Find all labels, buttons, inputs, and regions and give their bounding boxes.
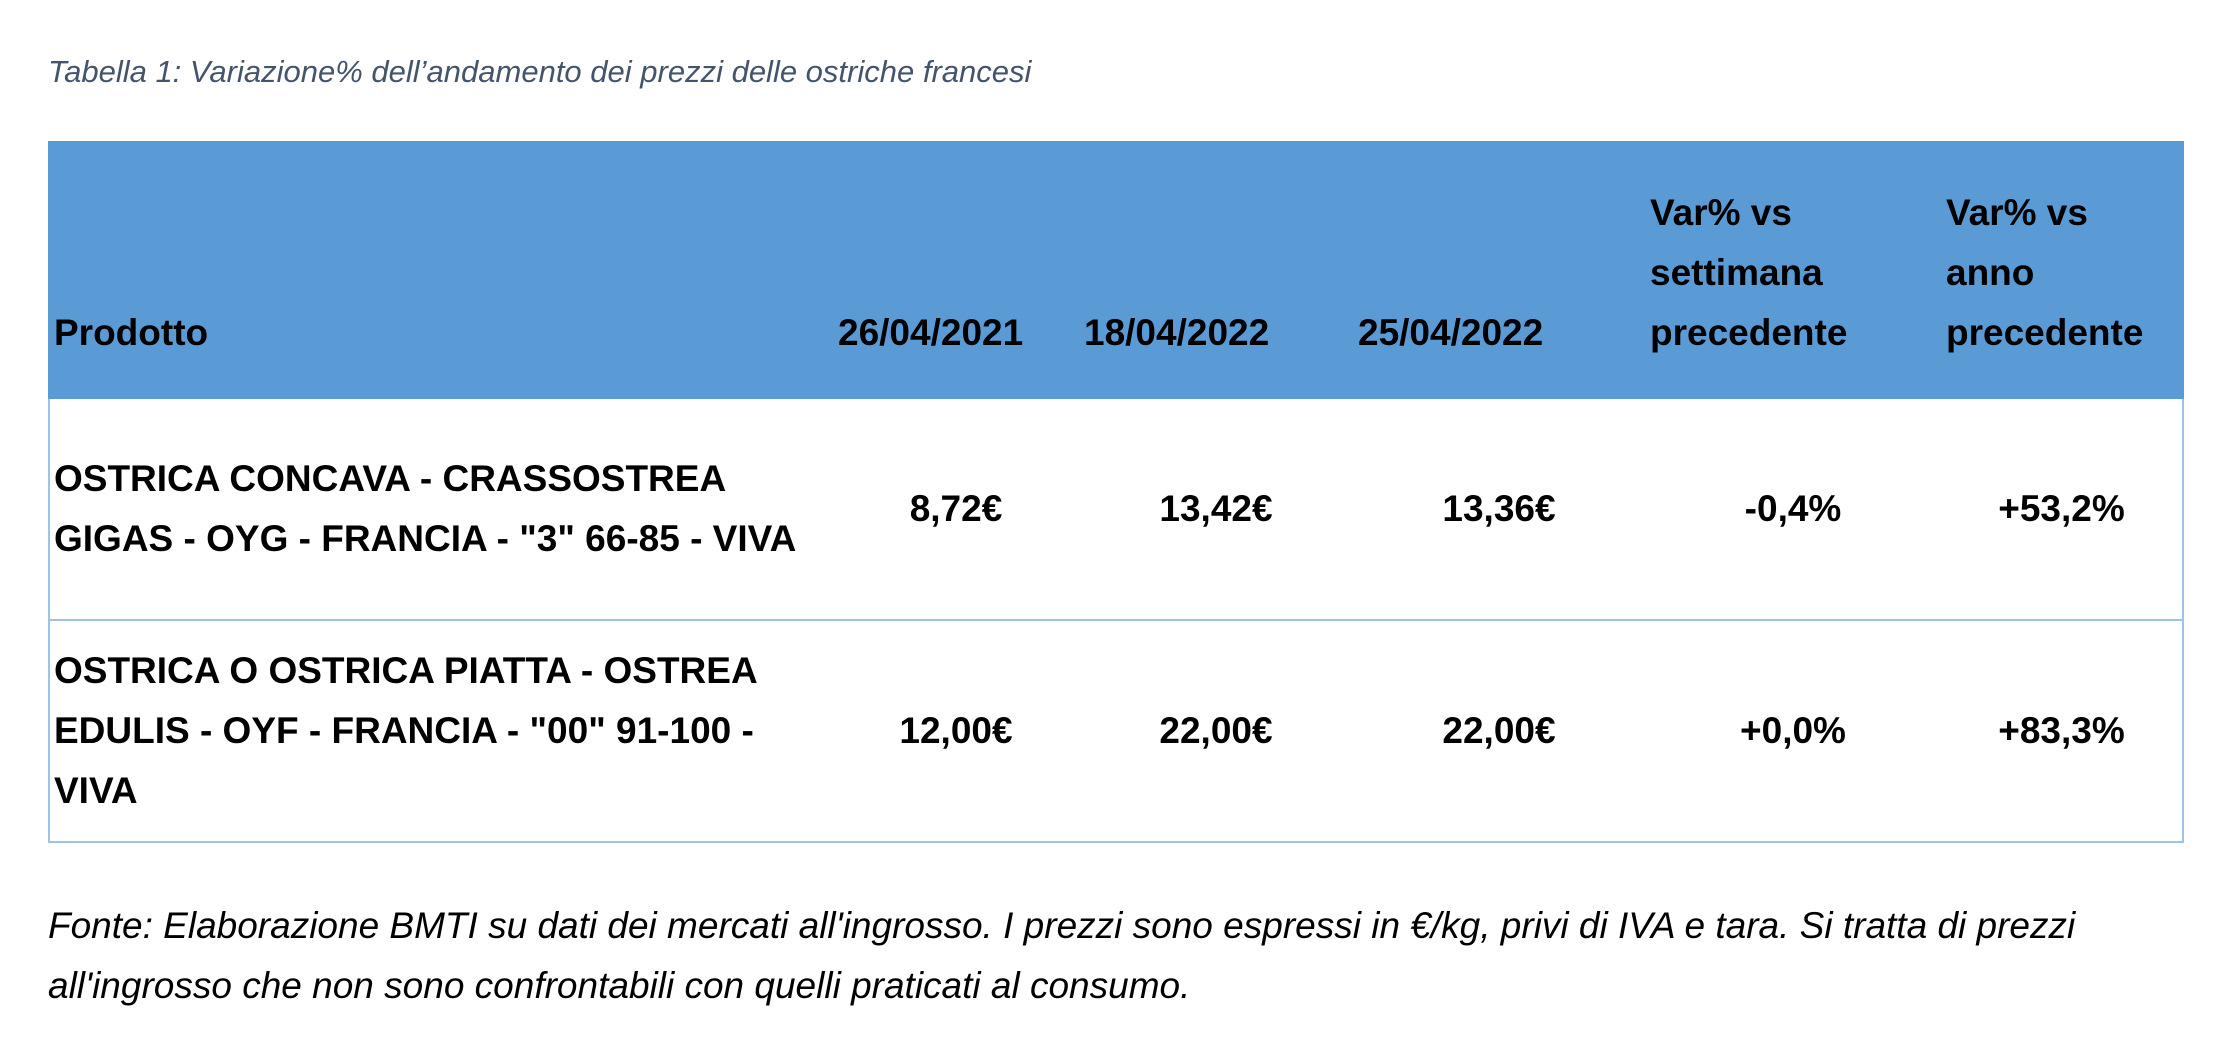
price-2022-25-cell: 13,36€ bbox=[1353, 398, 1645, 620]
price-2022-18-cell: 13,42€ bbox=[1079, 398, 1353, 620]
header-date-2022-25: 25/04/2022 bbox=[1353, 142, 1645, 398]
header-var-week-line-1: Var% vs bbox=[1650, 192, 1792, 233]
source-note: Fonte: Elaborazione BMTI su dati dei mercati all'ingrosso. I prezzi sono espressi in €/kg, privi di IVA e tara. Si tratta di prezzi all'ingrosso che non sono confrontabili con quelli praticati al consumo. bbox=[48, 905, 2076, 1006]
header-row bbox=[49, 142, 2183, 398]
price-2021-cell: 8,72€ bbox=[833, 398, 1079, 620]
header-var-week-line-3: precedente bbox=[1650, 312, 1848, 353]
product-cell: OSTRICA CONCAVA - CRASSOSTREA GIGAS - OYG - FRANCIA - "3" 66-85 - VIVA bbox=[49, 398, 833, 620]
header-var-year-line-1: Var% vs bbox=[1946, 192, 2088, 233]
table-body bbox=[49, 398, 2183, 842]
price-2022-25-cell: 22,00€ bbox=[1353, 620, 1645, 842]
header-var-year-line-3: precedente bbox=[1946, 312, 2144, 353]
product-cell: OSTRICA O OSTRICA PIATTA - OSTREA EDULIS - OYF - FRANCIA - "00" 91-100 - VIVA bbox=[49, 620, 833, 842]
table-header bbox=[49, 142, 2183, 398]
header-date-2022-18: 18/04/2022 bbox=[1079, 142, 1353, 398]
oyster-price-table bbox=[48, 141, 2184, 843]
table-caption: Tabella 1: Variazione% dell’andamento dei prezzi delle ostriche francesi bbox=[48, 54, 1032, 89]
header-date-2021: 26/04/2021 bbox=[833, 142, 1079, 398]
var-week-cell: -0,4% bbox=[1645, 398, 1941, 620]
header-var-year-line-2: anno bbox=[1946, 252, 2035, 293]
header-var-year bbox=[1941, 142, 2183, 398]
table-row bbox=[49, 620, 2183, 842]
var-year-cell: +53,2% bbox=[1941, 398, 2183, 620]
var-year-cell: +83,3% bbox=[1941, 620, 2183, 842]
price-2021-cell: 12,00€ bbox=[833, 620, 1079, 842]
table-row bbox=[49, 398, 2183, 620]
header-var-week bbox=[1645, 142, 1941, 398]
var-week-cell: +0,0% bbox=[1645, 620, 1941, 842]
header-var-week-line-2: settimana bbox=[1650, 252, 1823, 293]
header-product: Prodotto bbox=[49, 142, 833, 398]
price-2022-18-cell: 22,00€ bbox=[1079, 620, 1353, 842]
